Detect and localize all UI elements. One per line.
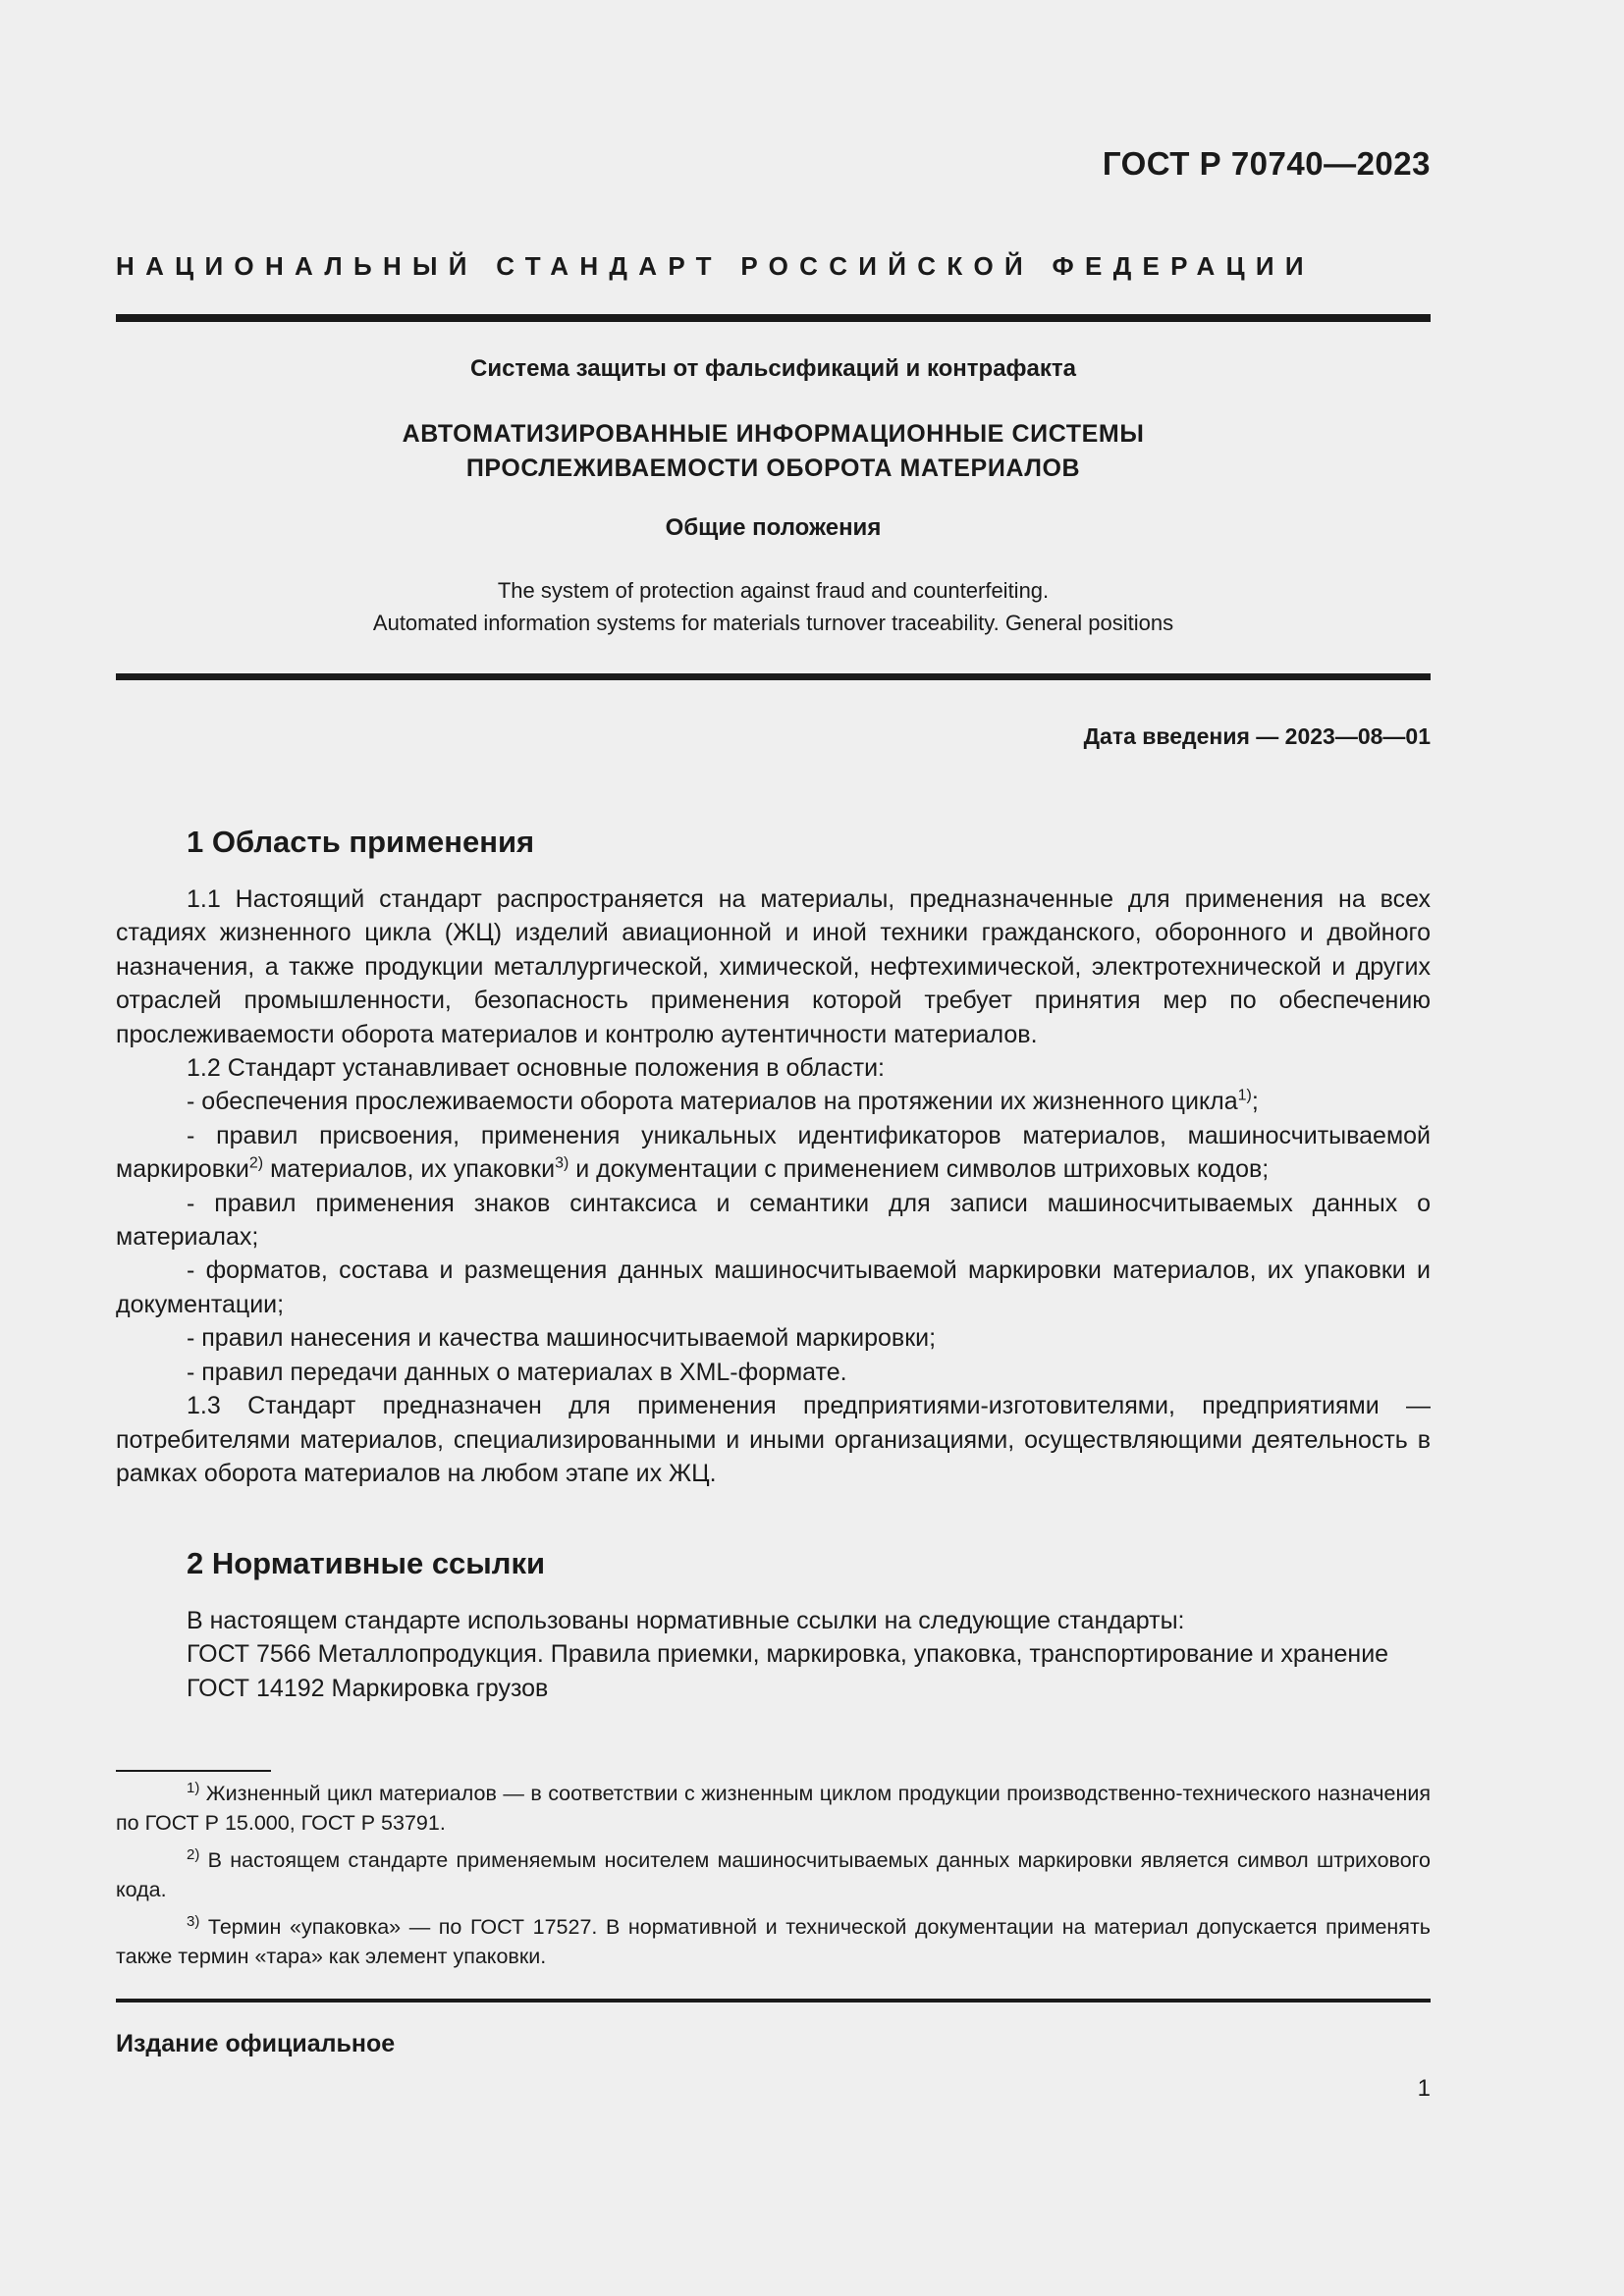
introduction-date: Дата введения — 2023—08—01 bbox=[1083, 723, 1431, 749]
footnote-ref: 3) bbox=[555, 1154, 569, 1172]
english-title-line1: The system of protection against fraud and counterfeiting. bbox=[497, 578, 1050, 603]
system-title: Система защиты от фальсификаций и контрафакта bbox=[469, 355, 1077, 382]
section-2-body bbox=[116, 1604, 1431, 1705]
document-page bbox=[116, 0, 1431, 2296]
standard-number: ГОСТ Р 70740—2023 bbox=[1102, 145, 1431, 182]
footnote-ref: 2) bbox=[248, 1154, 264, 1172]
list-item: - правил присвоения, применения уникальных идентификаторов материалов, машиносчитываемой маркировки$^{2)}$ материалов, их упаковки$^{3)}$ и документации с применением символов штриховых кодов; bbox=[116, 1121, 1431, 1184]
reference-item: ГОСТ 7566 Металлопродукция. Правила приемки, маркировка, упаковка, транспортирование и хранение bbox=[187, 1640, 1389, 1669]
footnote-3: $^{3)}$ Термин «упаковка» — по ГОСТ 17527. В нормативной и технической документации на материал допускается применять также термин «тара» как элемент упаковки. bbox=[116, 1912, 1431, 1968]
document-title-line2: ПРОСЛЕЖИВАЕМОСТИ ОБОРОТА МАТЕРИАЛОВ bbox=[465, 454, 1081, 482]
references-intro: В настоящем стандарте использованы нормативные ссылки на следующие стандарты: bbox=[187, 1607, 1185, 1634]
official-edition-label: Издание официальное bbox=[116, 2030, 396, 2057]
footnote-separator bbox=[116, 1770, 271, 1772]
page-number: 1 bbox=[1417, 2075, 1431, 2102]
document-title-line1: АВТОМАТИЗИРОВАННЫЕ ИНФОРМАЦИОННЫЕ СИСТЕМЫ bbox=[402, 420, 1145, 448]
document-subtitle: Общие положения bbox=[665, 514, 882, 541]
reference-item: ГОСТ 14192 Маркировка грузов bbox=[187, 1674, 549, 1702]
title-divider bbox=[116, 673, 1431, 680]
footnote-1: $^{1)}$ Жизненный цикл материалов — в соответствии с жизненным циклом продукции производственно-технического назначения по ГОСТ Р 15.000, ГОСТ Р 53791. bbox=[116, 1779, 1431, 1835]
footnote-2: $^{2)}$ В настоящем стандарте применяемым носителем машиносчитываемых данных маркировки является символ штрихового кода. bbox=[116, 1845, 1431, 1901]
document-title bbox=[116, 417, 1431, 486]
list-item: - форматов, состава и размещения данных машиносчитываемой маркировки материалов, их упаковки и документации; bbox=[116, 1256, 1431, 1318]
paragraph-1-2: 1.2 Стандарт устанавливает основные положения в области: bbox=[187, 1054, 885, 1083]
footnotes bbox=[116, 1779, 1431, 1979]
paragraph-1-1: 1.1 Настоящий стандарт распространяется на материалы, предназначенные для применения на всех стадиях жизненного цикла (ЖЦ) изделий авиационной и иной техники гражданского, оборонного и двойного назначения, а также продукции металлургической, химической, нефтехимической, электротехнической и других отраслей промышленности, безопасность применения которой требует принятия мер по обеспечению прослеживаемости оборота материалов и контролю аутентичности материалов. bbox=[116, 885, 1431, 1048]
list-item: - правил применения знаков синтаксиса и семантики для записи машиносчитываемых данных о материалах; bbox=[116, 1189, 1431, 1252]
section-1-heading: 1 Область применения bbox=[187, 825, 535, 859]
footer-divider bbox=[116, 1999, 1431, 2002]
list-item: - обеспечения прослеживаемости оборота материалов на протяжении их жизненного цикла$^{1)}$; bbox=[187, 1088, 1259, 1116]
list-item: - правил нанесения и качества машиносчитываемой маркировки; bbox=[187, 1324, 937, 1353]
top-divider bbox=[116, 314, 1431, 322]
english-title-line2: Automated information systems for materials turnover traceability. General positions bbox=[372, 611, 1174, 635]
national-standard-banner: НАЦИОНАЛЬНЫЙ СТАНДАРТ РОССИЙСКОЙ ФЕДЕРАЦИИ bbox=[116, 251, 1315, 281]
section-2-heading: 2 Нормативные ссылки bbox=[187, 1546, 546, 1580]
list-item: - правил передачи данных о материалах в XML-формате. bbox=[187, 1358, 847, 1386]
paragraph-1-3: 1.3 Стандарт предназначен для применения предприятиями-изготовителями, предприятиями — потребителями материалов, специализированными и иными организациями, осуществляющими деятельность в рамках оборота материалов на любом этапе их ЖЦ. bbox=[116, 1392, 1431, 1487]
section-1-body bbox=[116, 882, 1431, 1490]
english-title bbox=[116, 574, 1431, 639]
footnote-ref: 1) bbox=[1237, 1088, 1252, 1105]
